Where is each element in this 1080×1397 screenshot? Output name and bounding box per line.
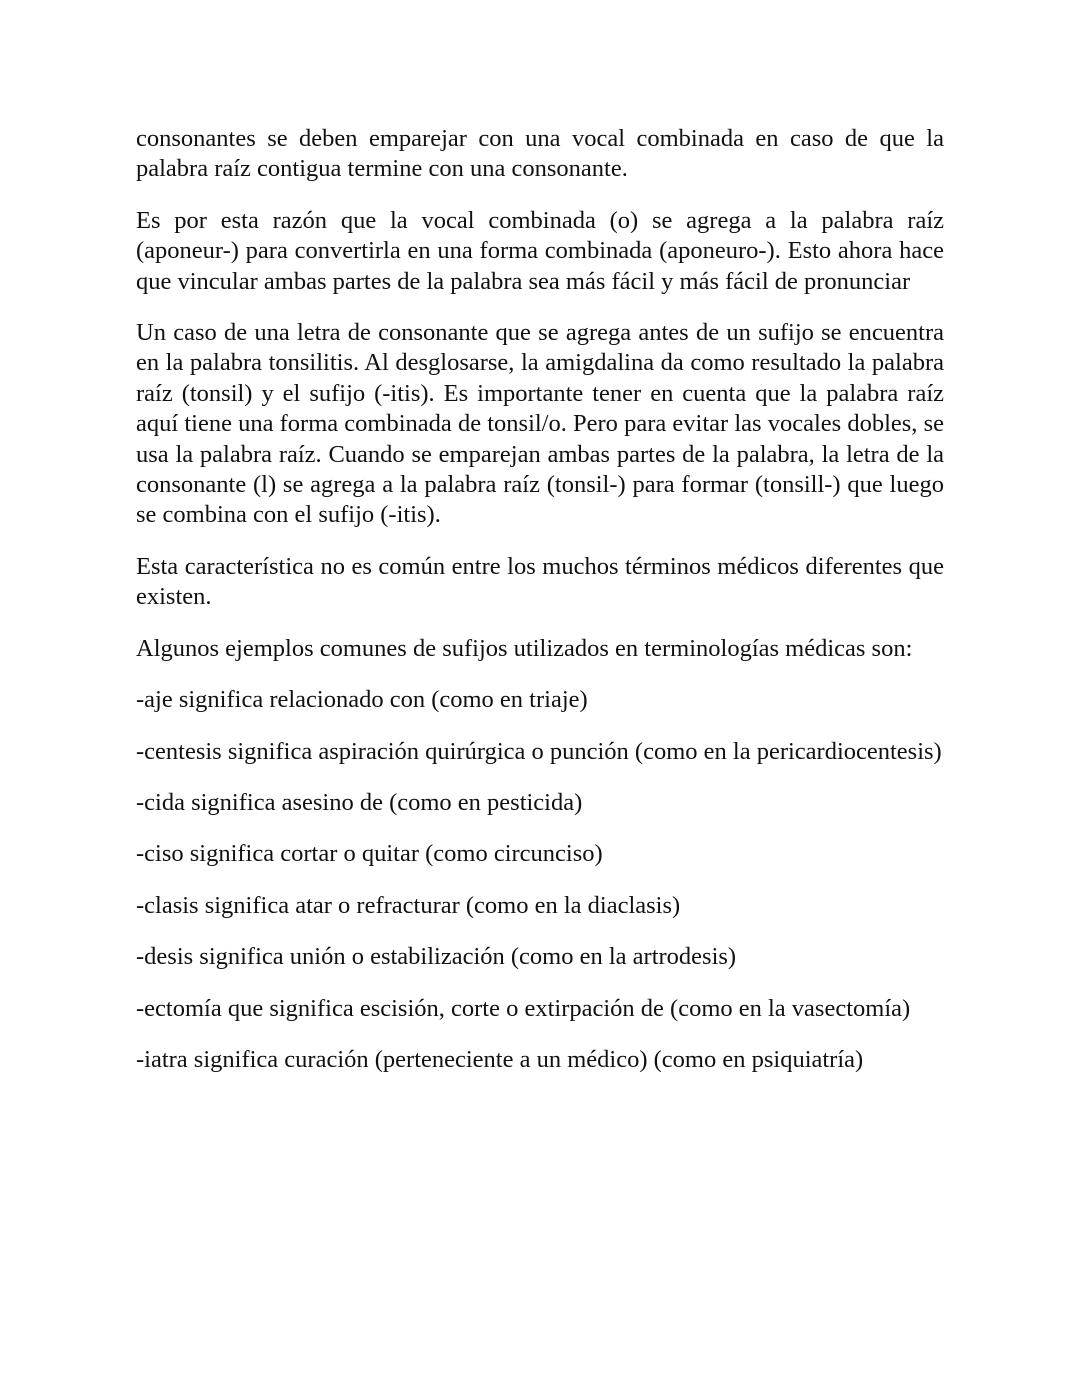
paragraph-suffix-examples-intro: Algunos ejemplos comunes de sufijos utilizados en terminologías médicas son: <box>136 634 913 662</box>
suffix-item-aje: -aje significa relacionado con (como en triaje) <box>136 686 588 714</box>
suffix-item-cida: -cida significa asesino de (como en pesticida) <box>136 788 583 816</box>
paragraph-combining-vowel-intro: consonantes se deben emparejar con una vocal combinada en caso de que la palabra raíz contigua termine con una consonante. <box>136 125 944 183</box>
suffix-item-desis: -desis significa unión o estabilización (como en la artrodesis) <box>136 943 737 971</box>
paragraph-tonsilitis-example: Un caso de una letra de consonante que se agrega antes de un sufijo se encuentra en la palabra tonsilitis. Al desglosarse, la amigdalina da como resultado la palabra raíz (tonsil) y el sufijo (-itis). Es importante tener en cuenta que la palabra raíz aquí tiene una forma combinada de tonsil/o. Pero para evitar las vocales dobles, se usa la palabra raíz. Cuando se emparejan ambas partes de la palabra, la letra de la consonante (l) se agrega a la palabra raíz (tonsil-) para formar (tonsill-) que luego se combina con el sufijo (-itis). <box>136 319 944 529</box>
suffix-item-centesis: -centesis significa aspiración quirúrgica o punción (como en la pericardiocentesis) <box>136 737 942 765</box>
suffix-item-clasis: -clasis significa atar o refracturar (como en la diaclasis) <box>136 891 681 919</box>
suffix-item-ectomia: -ectomía que significa escisión, corte o extirpación de (como en la vasectomía) <box>136 994 911 1022</box>
suffix-item-iatra: -iatra significa curación (perteneciente a un médico) (como en psiquiatría) <box>136 1045 864 1073</box>
paragraph-uncommon-feature: Esta característica no es común entre los muchos términos médicos diferentes que existen. <box>136 552 944 611</box>
paragraph-aponeuro-example: Es por esta razón que la vocal combinada (o) se agrega a la palabra raíz (aponeur-) para convertirla en una forma combinada (aponeuro-). Esto ahora hace que vincular ambas partes de la palabra sea más fácil y más fácil de pronunciar <box>136 206 944 295</box>
document-page <box>136 124 944 1096</box>
suffix-item-ciso: -ciso significa cortar o quitar (como circunciso) <box>136 840 603 868</box>
